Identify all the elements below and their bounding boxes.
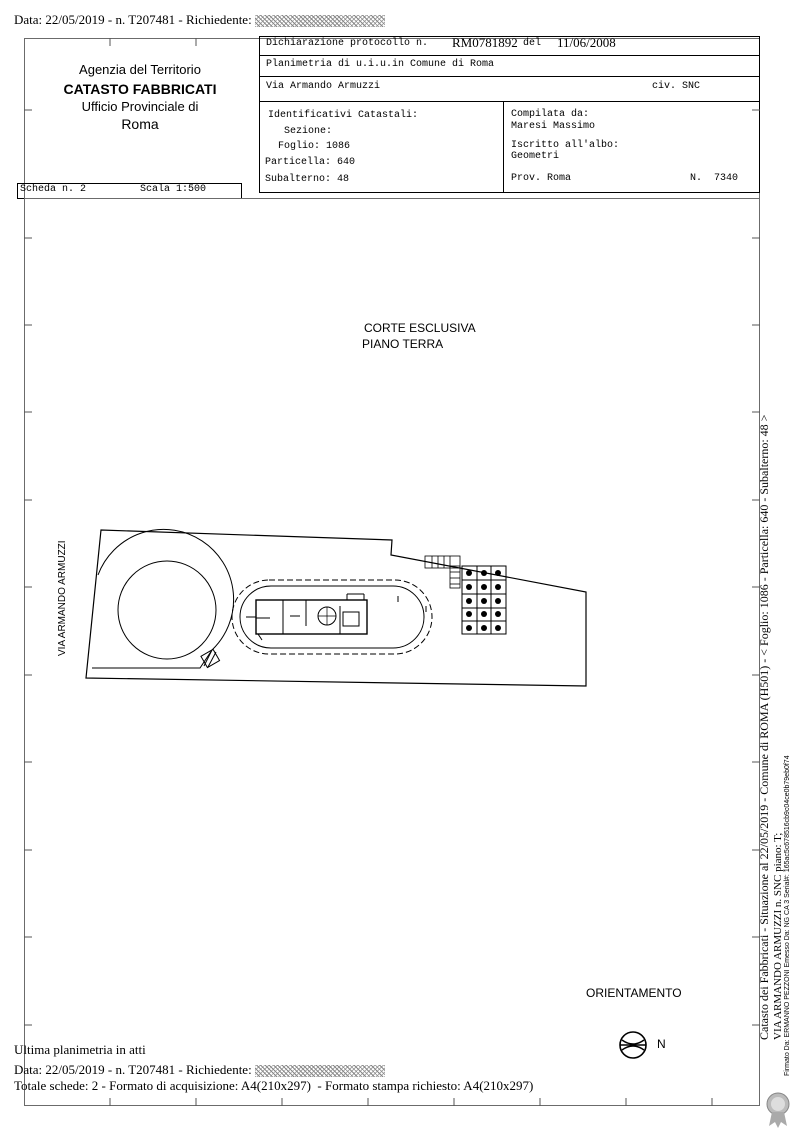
bottom-request-text: Data: 22/05/2019 - n. T207481 - Richiedente:: [14, 1062, 252, 1077]
compilata-title: Compilata da:: [511, 109, 590, 120]
drawing-title-corte: CORTE ESCLUSIVA: [364, 321, 476, 335]
address-line: Via Armando Armuzzi: [266, 81, 381, 92]
ultima-planimetria: Ultima planimetria in atti: [14, 1042, 146, 1057]
scale-label: Scala 1:500: [140, 184, 207, 195]
top-request-text: Data: 22/05/2019 - n. T207481 - Richiedente:: [14, 12, 252, 27]
del-label: del: [523, 38, 542, 49]
identificativi-title: Identificativi Catastali:: [268, 110, 419, 121]
seal-icon: [764, 1090, 794, 1130]
side-address-text: VIA ARMANDO ARMUZZI n. SNC piano: T;: [772, 832, 784, 1040]
ufficio-city: Roma: [121, 116, 159, 132]
foglio-value: Foglio: 1086: [278, 141, 351, 152]
totale-schede-line: Totale schede: 2 - Formato di acquisizione: A4(210x297) - Formato stampa richiesto: A4(210x297): [14, 1078, 534, 1093]
drawing-title-piano: PIANO TERRA: [362, 337, 444, 351]
redacted-requester-bottom: [255, 1065, 385, 1077]
side-signature-text: Firmato Da: ERMANNO PEZZONI Emesso Da: NG CA 3 Serial#: 165ac5c678516cb9c04ce0b79eb0f74: [784, 755, 791, 1076]
scheda-label: Scheda n. 2: [20, 184, 87, 195]
protocol-number: RM0781892: [452, 35, 518, 50]
planimetria-line: Planimetria di u.i.u.in Comune di Roma: [266, 59, 495, 70]
albo-value: Geometri: [511, 151, 560, 162]
subalterno-value: Subalterno: 48: [265, 174, 350, 185]
albo-number: N. 7340: [690, 173, 739, 184]
agency-name: Agenzia del Territorio: [79, 62, 201, 77]
catasto-title: CATASTO FABBRICATI: [63, 81, 217, 97]
albo-label: Iscritto all'albo:: [511, 140, 620, 151]
orientamento-label: ORIENTAMENTO: [586, 986, 682, 1000]
civic-number: civ. SNC: [652, 81, 701, 92]
north-label: N: [657, 1037, 666, 1051]
ufficio-label: Ufficio Provinciale di: [81, 99, 199, 114]
north-arrow-icon: [618, 1030, 652, 1060]
bottom-request-line: [14, 1062, 385, 1078]
declaration-label: Dichiarazione protocollo n.: [266, 38, 429, 49]
street-label: VIA ARMANDO ARMUZZI: [57, 540, 68, 656]
side-catasto-text: Catasto dei Fabbricati - Situazione al 22/05/2019 - Comune di ROMA (H501) - < Foglio: 1086 - Particella: 640 - Subalterno: 48 >: [757, 414, 771, 1040]
province: Prov. Roma: [511, 173, 572, 184]
compilata-name: Maresi Massimo: [511, 121, 596, 132]
sezione-label: Sezione:: [284, 126, 333, 137]
particella-value: Particella: 640: [265, 157, 356, 168]
declaration-date: 11/06/2008: [557, 35, 616, 50]
